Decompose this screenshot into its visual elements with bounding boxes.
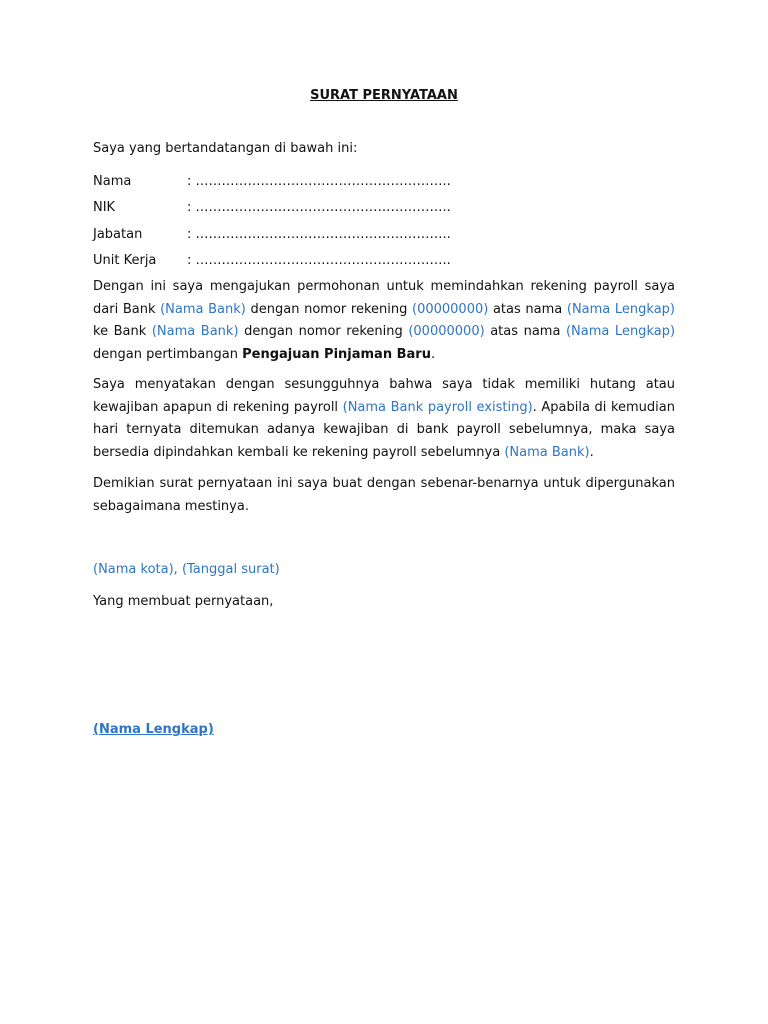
placeholder-full-name: (Nama Lengkap): [565, 324, 676, 339]
field-value: : …………………………………………………..: [187, 200, 451, 215]
paragraph-line: sebagaimana mestinya.: [93, 498, 249, 514]
paragraph-line: kewajiban apapun di rekening payroll (Nama Bank payroll existing). Apabila di kemudian: [93, 399, 675, 415]
paragraph-request: [93, 276, 675, 366]
loan-reason: Pengajuan Pinjaman Baru: [242, 346, 431, 362]
field-label: Unit Kerja: [93, 253, 157, 268]
placeholder-existing-bank: (Nama Bank payroll existing): [342, 399, 533, 415]
placeholder-full-name: (Nama Lengkap): [566, 301, 676, 317]
placeholder-account-number: (00000000): [412, 301, 489, 317]
paragraph-line: dari Bank (Nama Bank) dengan nomor rekening (00000000) atas nama (Nama Lengkap): [93, 301, 676, 317]
field-nama: [93, 174, 675, 192]
field-nik: [93, 200, 675, 218]
paragraph-line: ke Bank (Nama Bank) dengan nomor rekening (00000000) atas nama (Nama Lengkap): [93, 324, 676, 339]
paragraph-line: hari ternyata ditemukan adanya kewajiban di bank payroll sebelumnya, maka saya: [93, 422, 675, 437]
field-value: : …………………………………………………..: [187, 174, 451, 189]
field-label: Nama: [93, 174, 132, 189]
maker-label: Yang membuat pernyataan,: [93, 594, 274, 609]
field-unit-kerja: [93, 253, 675, 271]
paragraph-closing: [93, 473, 675, 518]
field-value: : …………………………………………………..: [187, 227, 451, 242]
paragraph-line: bersedia dipindahkan kembali ke rekening payroll sebelumnya (Nama Bank).: [93, 444, 594, 460]
field-jabatan: [93, 227, 675, 245]
paragraph-line: Dengan ini saya mengajukan permohonan untuk memindahkan rekening payroll saya: [93, 279, 675, 294]
paragraph-statement: [93, 374, 675, 464]
document-title: SURAT PERNYATAAN: [310, 88, 458, 103]
signer-name: (Nama Lengkap): [93, 722, 214, 737]
paragraph-line: Demikian surat pernyataan ini saya buat dengan sebenar-benarnya untuk dipergunakan: [93, 476, 675, 491]
paragraph-line: Saya menyatakan dengan sesungguhnya bahwa saya tidak memiliki hutang atau: [93, 377, 675, 392]
intro-text: Saya yang bertandatangan di bawah ini:: [93, 141, 358, 156]
placeholder-bank-name: (Nama Bank): [151, 324, 239, 339]
place-date: (Nama kota), (Tanggal surat): [93, 562, 280, 577]
paragraph-line: dengan pertimbangan Pengajuan Pinjaman Baru.: [93, 346, 436, 362]
field-label: NIK: [93, 200, 116, 215]
placeholder-bank-name: (Nama Bank): [504, 444, 590, 460]
placeholder-account-number: (00000000): [408, 324, 485, 339]
field-value: : …………………………………………………..: [187, 253, 451, 268]
field-label: Jabatan: [93, 227, 143, 242]
placeholder-bank-name: (Nama Bank): [160, 301, 246, 317]
